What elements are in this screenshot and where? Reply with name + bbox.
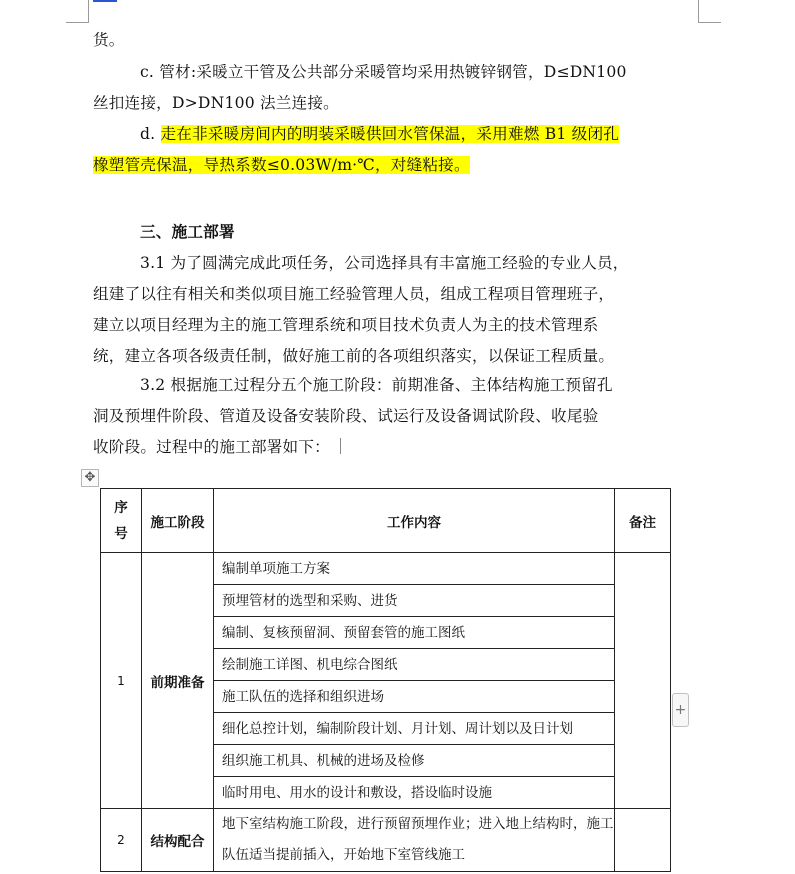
cell-seq: 2 — [101, 809, 142, 872]
paragraph-pipe-material — [93, 57, 698, 119]
heading-text: 三、施工部署 — [140, 222, 235, 241]
cell-work: 编制单项施工方案 — [214, 553, 615, 585]
construction-plan-table — [100, 488, 671, 872]
text-line: 货。 — [93, 31, 125, 49]
paragraph-insulation — [93, 119, 698, 181]
header-note: 备注 — [615, 489, 671, 553]
cell-work: 临时用电、用水的设计和敷设，搭设临时设施 — [214, 777, 615, 809]
text-line: 收阶段。过程中的施工部署如下： — [93, 438, 330, 456]
page-margin-mark-left — [66, 0, 89, 23]
highlighted-text: 走在非采暖房间内的明装采暖供回水管保温，采用难燃 B1 级闭孔 — [160, 125, 620, 143]
cell-stage: 前期准备 — [142, 553, 214, 809]
cell-note — [615, 553, 671, 809]
cell-work: 预埋管材的选型和采购、进货 — [214, 585, 615, 617]
header-stage: 施工阶段 — [142, 489, 214, 553]
cell-seq: 1 — [101, 553, 142, 809]
text-line: 3.2 根据施工过程分五个施工阶段：前期准备、主体结构施工预留孔 — [140, 376, 613, 394]
paragraph-3-2 — [93, 370, 698, 463]
cell-stage: 结构配合 — [142, 809, 214, 872]
highlighted-text: 橡塑管壳保温，导热系数≤0.03W/m·℃，对缝粘接。 — [93, 156, 470, 174]
cell-work: 细化总控计划，编制阶段计划、月计划、周计划以及日计划 — [214, 713, 615, 745]
table-header-row — [101, 489, 671, 553]
text-line: 组建了以往有相关和类似项目施工经验管理人员，组成工程项目管理班子， — [93, 285, 615, 303]
cell-work: 绘制施工详图、机电综合图纸 — [214, 649, 615, 681]
cell-note — [615, 809, 671, 872]
paragraph-3-1 — [93, 248, 698, 372]
header-seq: 序 号 — [101, 489, 142, 553]
paragraph-goods-end — [93, 25, 698, 56]
cell-work: 施工队伍的选择和组织进场 — [214, 681, 615, 713]
plus-icon[interactable]: + — [672, 693, 689, 727]
cell-work: 组织施工机具、机械的进场及检修 — [214, 745, 615, 777]
text-line: 3.1 为了圆满完成此项任务，公司选择具有丰富施工经验的专业人员， — [140, 254, 629, 272]
text-line: c. 管材:采暖立干管及公共部分采暖管均采用热镀锌钢管，D≤DN100 — [140, 63, 627, 81]
text-line: 丝扣连接，D>DN100 法兰连接。 — [93, 94, 339, 112]
text-line: 建立以项目经理为主的施工管理系统和项目技术负责人为主的技术管理系 — [93, 316, 599, 334]
cell-work: 地下室结构施工阶段，进行预留预埋作业；进入地上结构时，施工队伍适当提前插入，开始地下室管线施工 — [214, 809, 615, 872]
header-work: 工作内容 — [214, 489, 615, 553]
text-line: 洞及预埋件阶段、管道及设备安装阶段、试运行及设备调试阶段、收尾验 — [93, 407, 599, 425]
text-line: 统，建立各项各级责任制，做好施工前的各项组织落实，以保证工程质量。 — [93, 347, 615, 365]
list-marker: d. — [140, 125, 161, 143]
move-arrows-icon[interactable]: ✥ — [81, 469, 99, 487]
text-cursor — [340, 438, 341, 454]
selection-marker — [93, 0, 117, 2]
page-margin-mark-right — [698, 0, 721, 23]
table-row — [101, 809, 671, 872]
table-row — [101, 553, 671, 585]
cell-work: 编制、复核预留洞、预留套管的施工图纸 — [214, 617, 615, 649]
section-heading — [93, 216, 698, 247]
